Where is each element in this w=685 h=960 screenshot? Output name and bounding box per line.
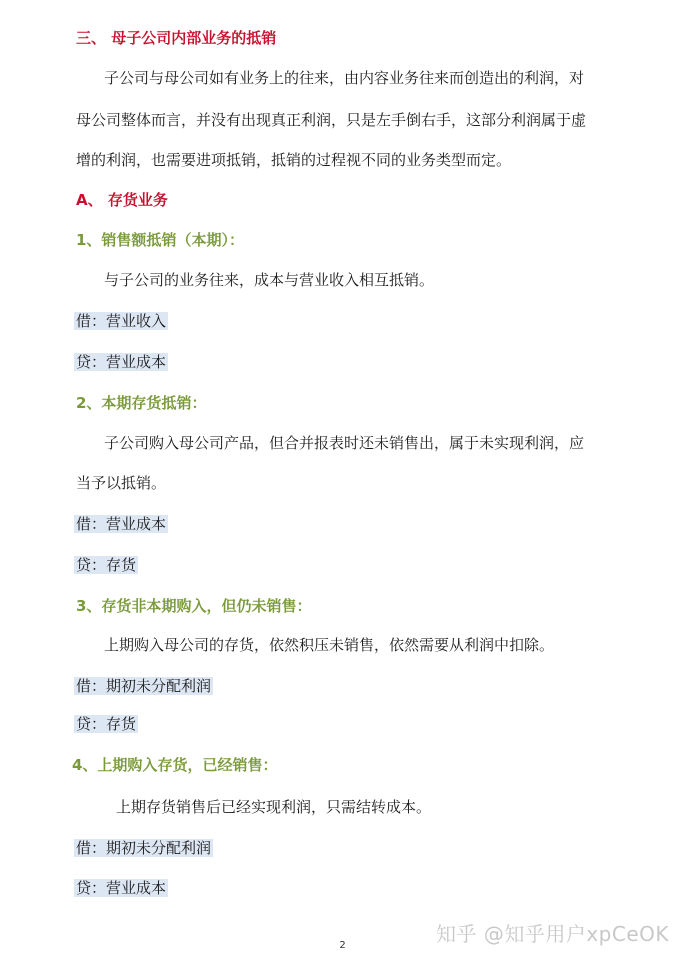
debit-entry-text: 借：期初未分配利润 (76, 677, 212, 695)
item-heading-4: 4、上期购入存货，已经销售： (72, 756, 278, 774)
item-heading-3: 3、存货非本期购入，但仍未销售： (76, 597, 312, 615)
debit-entry-1 (74, 311, 168, 331)
intro-line-1: 子公司与母公司如有业务上的往来，由内容业务往来而创造出的利润，对 (104, 69, 585, 87)
intro-line-2: 母公司整体而言，并没有出现真正利润，只是左手倒右手，这部分利润属于虚 (76, 111, 587, 129)
credit-entry-2 (74, 555, 138, 575)
debit-entry-4 (74, 838, 213, 858)
item-text-1: 与子公司的业务往来，成本与营业收入相互抵销。 (104, 271, 435, 289)
intro-line-3: 增的利润，也需要进项抵销，抵销的过程视不同的业务类型而定。 (76, 151, 512, 169)
credit-entry-text: 贷：存货 (76, 715, 137, 733)
credit-entry-4 (74, 878, 168, 898)
item-heading-2: 2、本期存货抵销： (76, 394, 207, 412)
debit-entry-text: 借：营业收入 (76, 312, 167, 330)
item-heading-1: 1、销售额抵销（本期）： (76, 231, 244, 249)
credit-entry-3 (74, 714, 138, 734)
debit-entry-2 (74, 514, 168, 534)
debit-entry-text: 借：营业成本 (76, 515, 167, 533)
item-text-4: 上期存货销售后已经实现利润，只需结转成本。 (116, 798, 432, 816)
credit-entry-text: 贷：营业成本 (76, 353, 167, 371)
debit-entry-text: 借：期初未分配利润 (76, 839, 212, 857)
subsection-title: A、 存货业务 (76, 191, 168, 209)
item-text-3: 上期购入母公司的存货，依然积压未销售，依然需要从利润中扣除。 (104, 636, 555, 654)
watermark: 知乎 @知乎用户xpCeOK (435, 922, 669, 946)
credit-entry-1 (74, 352, 168, 372)
item-text-2b: 当予以抵销。 (76, 474, 167, 492)
debit-entry-3 (74, 676, 213, 696)
page-number: 2 (339, 940, 346, 951)
item-text-2a: 子公司购入母公司产品，但合并报表时还未销售出，属于未实现利润，应 (104, 434, 585, 452)
credit-entry-text: 贷：存货 (76, 556, 137, 574)
section-title: 三、 母子公司内部业务的抵销 (76, 29, 277, 47)
credit-entry-text: 贷：营业成本 (76, 879, 167, 897)
